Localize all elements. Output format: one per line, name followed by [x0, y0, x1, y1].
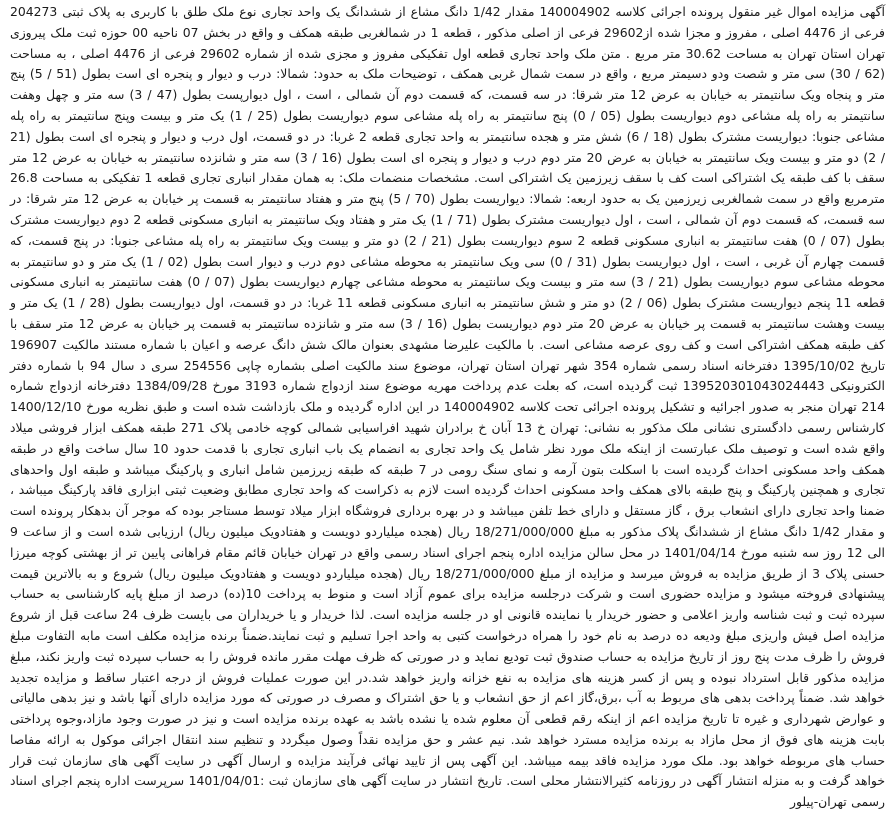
auction-notice-text: آگهی مزایده اموال غیر منقول پرونده اجرائی کلاسه 140004902 مقدار 1/42 دانگ مشاع از ششدانگ یک واحد تجاری نوع ملک طلق با کاربری به پلاک ثبتی 204273 فرعی از 4476 اصلی ، مفروز و مجزا شده از29602 فرعی از اصلی مذکور ، قطعه 1 در شمالغربی طبقه همکف و واقع در بخش 07 ناحیه 00 حوزه ثبت ملک پیروزی تهران استان تهران به مساحت 30.62 متر مربع . متن ملک واحد تجاری قطعه اول تفکیکی مفروز و مجزی شده از شماره 29602 فرعی از 4476 اصلی ، به مساحت (62 / 30) سی متر و شصت ودو دسیمتر مربع ، واقع در سمت شمال غربی همکف ، توضیحات ملک به حدود: شمالا: درب و دیوار و پنجره ای است بطول (51 / 5) پنج متر و پنجاه ویک سانتیمتر به خیابان به عرض 12 متر شرقا: در سه قسمت، که قسمت دوم آن شمالی ، است ، اول دیوارپست بطول (47 / 3) سه متر و چهل وهفت سانتیمتر به راه پله مشاعی دوم دیواریست بطول (05 / 0) پنج سانتیمتر به راه پله مشاعی سوم دیواریست بطول (25 / 1) یک متر و بیست وپنج سانتیمتر به راه پله مشاعی جنوبا: دیواریست مشترک بطول (18 / 6) شش متر و هجده سانتیمتر به واحد تجاری قطعه 2 غربا: در دو قسمت، اول درب و دیوار و پنجره ای است بطول (21 / 2) دو متر و بیست ویک سانتیمتر به خیابان به عرض 20 متر دوم درب و دیوار و پنجره ای است بطول (16 / 3) سه متر و شانزده سانتیمتر به خیابان به عرض 12 متر سقف با کف طبقه یک اشتراکی است کف با سقف زیرزمین یک اشتراکی است. مشخصات منضمات ملک: به همان مقدار انباری تجاری قطعه 1 تفکیکی به مساحت 26.8 مترمربع واقع در سمت شمالغربی زیرزمین یک به حدود اربعه: شمالا: دیواریست بطول (70 / 5) پنج متر و هفتاد سانتیمتر به قسمت پر خیابان به عرض 12 متر شرقا: در سه قسمت، که قسمت دوم آن شمالی ، است ، اول دیواریست مشترک بطول (71 / 1) یک متر و هفتاد ویک سانتیمتر به انباری مسکونی قطعه 2 دوم دیواریست مشترک بطول (07 / 0) هفت سانتیمتر به انباری مسکونی قطعه 2 سوم دیواریست بطول (21 / 2) دو متر و بیست ویک سانتیمتر به راه پله مشاعی جنوبا: در پنج قسمت، که قسمت چهارم آن غربی ، است ، اول دیواریست بطول (31 / 0) سی ویک سانتیمتر به محوطه مشاعی دوم درب و دیوار است بطول (02 / 1) یک متر و دو سانتیمتر به محوطه مشاعی سوم دیواریست بطول (21 / 3) سه متر و بیست ویک سانتیمتر به محوطه مشاعی چهارم دیواریست بطول (07 / 0) هفت سانتیمتر به انباری مسکونی قطعه 11 پنجم دیواریست مشترک بطول (06 / 2) دو متر و شش سانتیمتر به انباری مسکونی قطعه 11 غربا: در دو قسمت، اول دیواریست بطول (28 / 1) یک متر و بیست وهشت سانتیمتر به قسمت پر خیابان به عرض 20 متر دوم دیواریست بطول (16 / 3) سه متر و شانزده سانتیمتر به قسمت پر خیابان به عرض 12 متر سقف با کف طبقه همکف اشتراکی است و کف روی عرصه مشاعی است. با مالکیت علیرضا مشهدی بعنوان مالک شش دانگ عرصه و اعیان با شماره مستند مالکیت 196907 تاریخ 1395/10/02 دفترخانه اسناد رسمی شماره 354 شهر تهران استان تهران، موضوع سند مالکیت اصلی بشماره چاپی 254556 سری د سال 94 با شماره دفتر الکترونیکی 139520301043024443 ثبت گردیده است، که بعلت عدم پرداخت مهریه موضوع سند ازدواج شماره 3193 مورخ 1384/09/28 دفترخانه ازدواج شماره 214 تهران منجر به صدور اجرائیه و تشکیل پرونده اجرائی تحت کلاسه 140004902 در این اداره گردیده و ملک بازداشت شده است و طبق نظریه مورخ 1400/12/10 کارشناس رسمی دادگستری نشانی ملک مذکور به نشانی: تهران خ 13 آبان خ برادران شهید افراسیابی شمالی کوچه خادمی پلاک 271 طبقه همکف ابزار فروشی میلاد واقع شده است و توصیف ملک عبارتست از اینکه ملک مورد نظر شامل یک واحد تجاری به انضمام یک باب انباری تجاری با قدمت حدود 10 سال ساخت واقع در طبقه همکف واحد مسکونی احداث گردیده است با اسکلت بتون آرمه و نمای سنگ رومی در 7 طبقه که طبقه زیرزمین شامل انباری و پارکینگ میباشد و طبقه اول واحدهای تجاری و همچنین پارکینگ و پنج طبقه بالای همکف واحد مسکونی احداث گردیده است لازم به ذکراست که واحد تجاری مطابق وضعیت ثبتی ابزاری فاقد پارکینگ میباشد ، ضمنا واحد تجاری دارای انشعاب برق ، گاز مستقل و دارای خط تلفن میباشد و در بهره برداری فروشگاه ابزار میلاد توسط مستاجر بوده که موجر آن بدهکار پرونده است و مقدار 1/42 دانگ مشاع از ششدانگ پلاک مذکور به مبلغ 18/271/000/000 ریال (هجده میلیاردو دویست و هفتادویک میلیون ریال) ارزیابی شده است و از ساعت 9 الی 12 روز سه شنبه مورخ 1401/04/14 در محل سالن مزایده اداره پنجم اجرای اسناد رسمی واقع در تهران خیابان قائم مقام فراهانی پایین تر از بهشتی کوچه میرزا حسنی پلاک 3 از طریق مزایده به فروش میرسد و مزایده از مبلغ 18/271/000/000 ریال (هجده میلیاردو دویست و هفتادویک میلیون ریال) شروع و به بالاترین قیمت پیشنهادی فروخته میشود و مزایده حضوری است و شرکت درجلسه مزایده برای عموم آزاد است و منوط به پرداخت 10(ده) درصد از مبلغ پایه کارشناسی به حساب سپرده ثبت و ثبت شناسه واریز اعلامی و حضور خریدار یا نماینده قانونی او در جلسه مزایده است. لذا خریدار و یا خریداران می بایست ظرف 24 ساعت قبل از شروع مزایده اصل فیش واریزی مبلغ ودیعه ده درصد به نام خود را همراه درخواست کتبی به واحد اجرا تسلیم و ثبت نمایند.ضمناً برنده مزایده مکلف است مابه التفاوت مبلغ فروش را ظرف مدت پنج روز از تاریخ مزایده به حساب صندوق ثبت تودیع نماید و در صورتی که ظرف مهلت مقرر مانده فروش را به حساب سپرده ثبت واریز نکند، مبلغ مزایده مذکور قابل استرداد نبوده و پس از کسر هزینه های مزایده به نفع خزانه واریز خواهد شد.در این صورت عملیات فروش از درجه اعتبار ساقط و مزایده تجدید خواهد شد. ضمناً پرداخت بدهی های مربوط به آب ،برق،گاز اعم از حق انشعاب و یا حق اشتراک و مصرف در صورتی که مورد مزایده دارای آنها باشد و نیز بدهی مالیاتی و عوارض شهرداری و غیره تا تاریخ مزایده اعم از اینکه رقم قطعی آن معلوم شده یا نشده باشد به عهده برنده مزایده است و نیز در صورت وجود مازاد،وجوه پرداختی بابت هزینه های فوق از محل مازاد به برنده مزایده مسترد خواهد شد. نیم عشر و حق مزایده نقداً وصول میگردد و تنظیم سند انتقال اجرائی موکول به ارائه مفاصا حساب های مربوطه خواهد بود. ملک مورد مزایده فاقد بیمه میباشد. این آگهی پس از تایید نهائی فرآیند مزایده و ارسال آگهی در سایت آگهی های سازمان ثبت قرار خواهد گرفت و به منزله انتشار آگهی در روزنامه کثیرالانتشار محلی است. تاریخ انتشار در سایت آگهی های سازمان ثبت :1401/04/01 سرپرست اداره پنجم اجرای اسناد رسمی تهران-پیلور: [10, 4, 886, 810]
